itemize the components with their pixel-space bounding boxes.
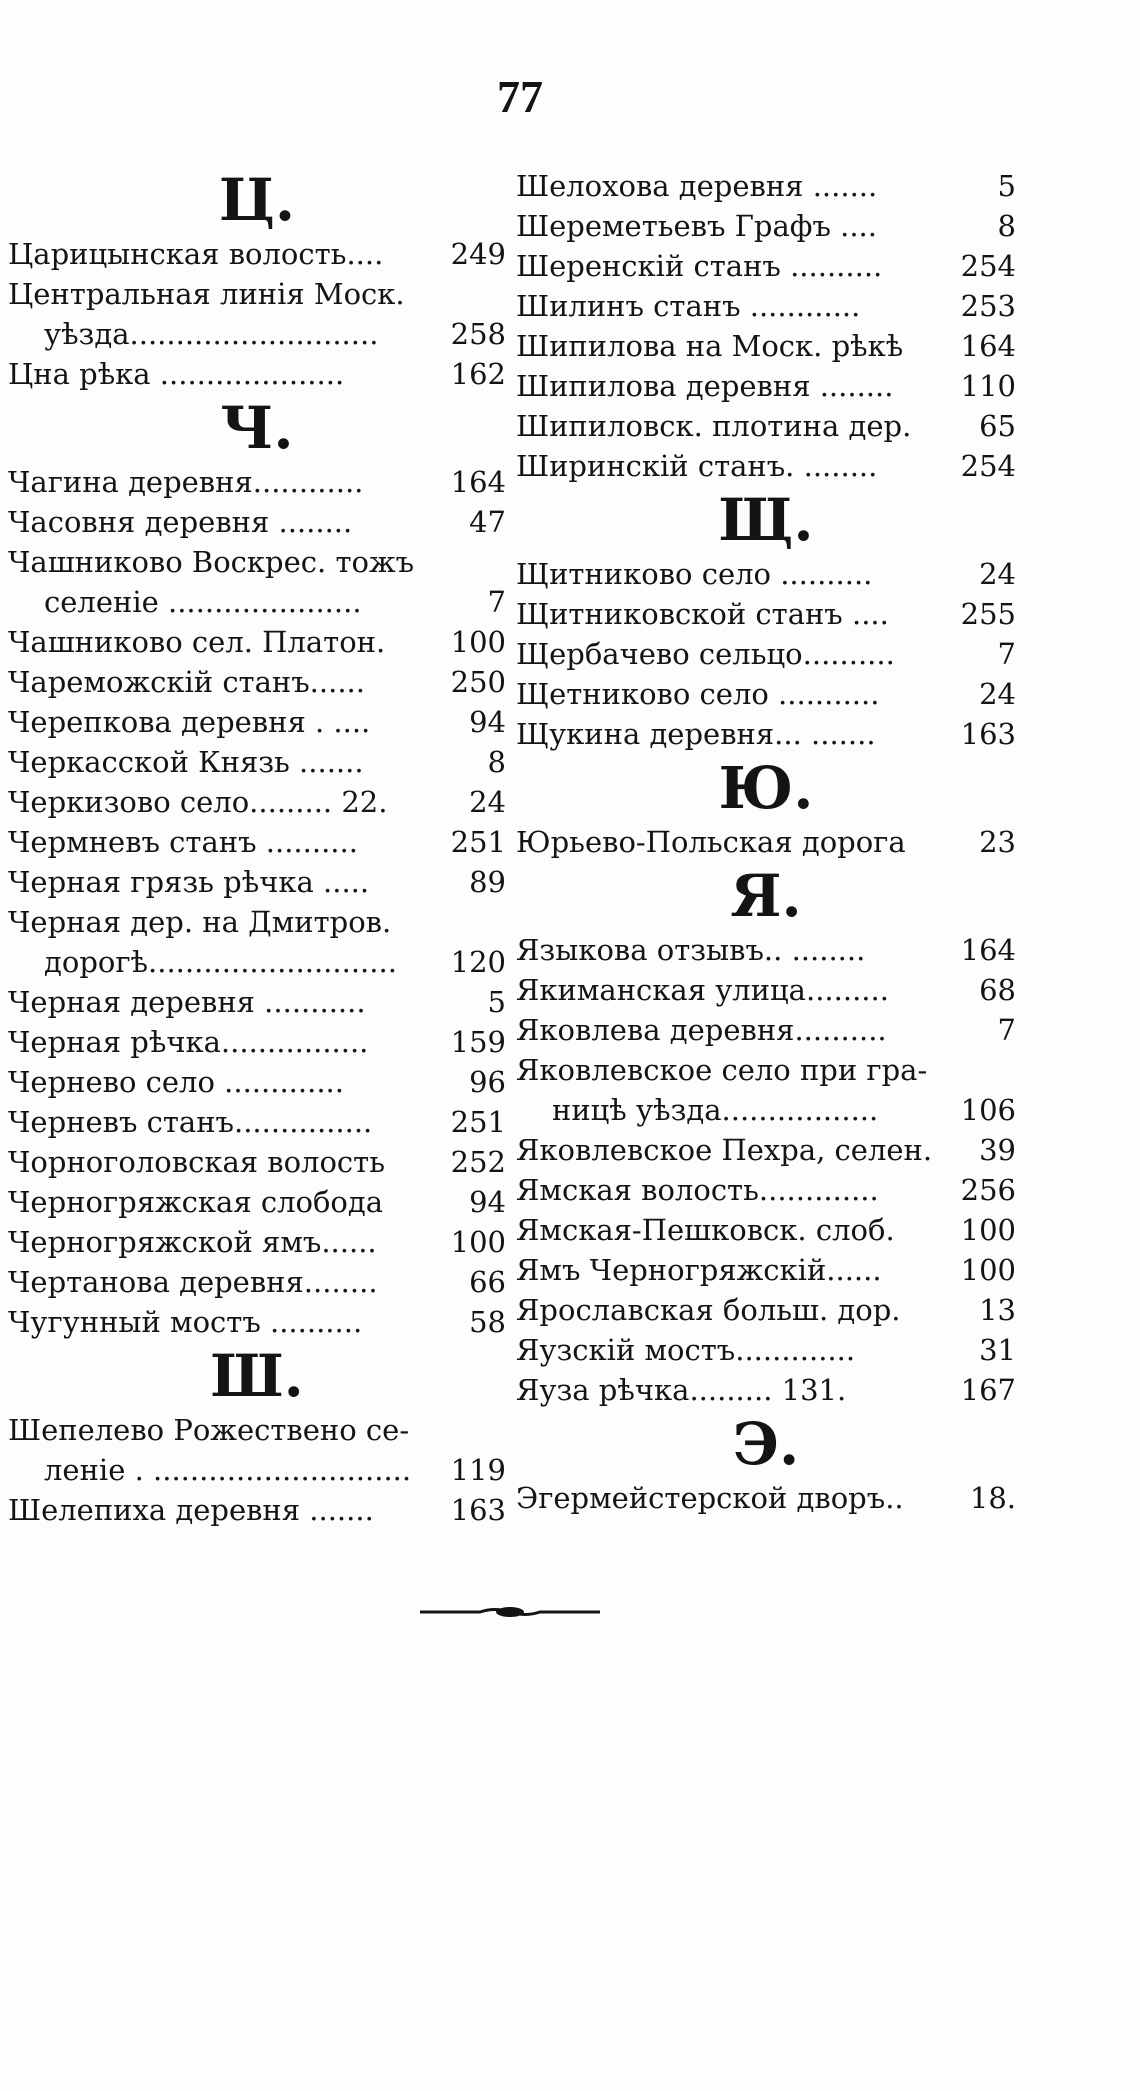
entry-text: уѣзда........................... [44,317,379,351]
entry-page-number: 5 [997,169,1016,203]
entry-page-number: 24 [979,677,1016,711]
index-entry [516,1290,1016,1330]
entry-text: Языкова отзывъ.. ........ [516,933,866,967]
entry-page-number: 100 [450,625,506,659]
entry-text: Чермневъ станъ .......... [8,825,358,859]
index-entry [516,1370,1016,1410]
right-column [516,166,1016,1518]
index-entry [8,1262,506,1302]
entry-page-number: 7 [997,637,1016,671]
entry-page-number: 58 [469,1305,506,1339]
entry-page-number: 254 [960,249,1016,283]
entry-page-number: 68 [979,973,1016,1007]
index-entry [8,1062,506,1102]
index-entry [516,406,1016,446]
entry-page-number: 7 [487,585,506,619]
entry-page-number: 94 [469,1185,506,1219]
entry-page-number: 96 [469,1065,506,1099]
index-entry [8,502,506,542]
entry-text: Черногряжской ямъ...... [8,1225,377,1259]
entry-page-number: 100 [960,1253,1016,1287]
entry-page-number: 24 [469,785,506,819]
entry-text: Ширинскій станъ. ........ [516,449,878,483]
index-entry [516,1010,1016,1050]
entry-page-number: 253 [960,289,1016,323]
entry-text: Щитниковской станъ .... [516,597,889,631]
entry-text: Черногряжская слобода [8,1185,384,1219]
entry-text: Яуза рѣчка......... 131. [516,1373,847,1407]
entry-text: Черкасской Князь ....... [8,745,364,779]
entry-text: Якиманская улица......... [516,973,889,1007]
index-entry [8,782,506,822]
entry-page-number: 7 [997,1013,1016,1047]
entry-text: Щитниково село .......... [516,557,873,591]
index-entry [516,1050,1016,1090]
entry-text: Центральная линія Моск. [8,277,405,311]
index-entry [8,1102,506,1142]
index-entry [8,1410,506,1450]
entry-text: Шипиловск. плотина дер. [516,409,912,443]
index-entry [8,1142,506,1182]
entry-text: Черная рѣчка................ [8,1025,369,1059]
section-letter-heading: Щ. [718,486,814,554]
entry-page-number: 120 [450,945,506,979]
entry-page-number: 100 [450,1225,506,1259]
section-letter-heading: Ц. [218,166,296,234]
index-entry [516,326,1016,366]
entry-text: Чугунный мостъ .......... [8,1305,363,1339]
entry-text: Щукина деревня... ....... [516,717,876,751]
index-entry [8,1302,506,1342]
entry-text: Юрьево-Польская дорога [516,825,906,859]
entry-text: Черневъ станъ............... [8,1105,373,1139]
entry-page-number: 110 [960,369,1016,403]
index-entry [8,1022,506,1062]
entry-text: Черная грязь рѣчка ..... [8,865,370,899]
index-entry [8,902,506,942]
entry-page-number: 164 [960,329,1016,363]
entry-text: Шелепиха деревня ....... [8,1493,374,1527]
entry-text: Щетниково село ........... [516,677,880,711]
entry-text: Чашниково сел. Платон. [8,625,386,659]
left-column [8,166,506,1530]
index-entry [516,246,1016,286]
index-entry-continuation [8,942,506,982]
index-entry [516,1250,1016,1290]
section-letter-heading: Ш. [210,1342,304,1410]
entry-text: Ямская волость............. [516,1173,879,1207]
section-letter-heading: Я. [730,862,802,930]
entry-text: Ямская-Пешковск. слоб. [516,1213,895,1247]
entry-text: Черкизово село......... 22. [8,785,388,819]
entry-text: Чертанова деревня........ [8,1265,378,1299]
entry-page-number: 250 [450,665,506,699]
entry-page-number: 100 [960,1213,1016,1247]
index-entry [8,1182,506,1222]
entry-page-number: 163 [960,717,1016,751]
index-entry [516,1130,1016,1170]
entry-text: Шилинъ станъ ............ [516,289,861,323]
entry-text: Чернево село ............. [8,1065,344,1099]
index-entry [516,166,1016,206]
index-entry [8,234,506,274]
index-entry [516,1170,1016,1210]
entry-text: Шепелево Рожествено се- [8,1413,410,1447]
entry-text: Черная дер. на Дмитров. [8,905,392,939]
entry-page-number: 167 [960,1373,1016,1407]
entry-text: Эгермейстерской дворъ.. [516,1481,904,1515]
entry-text: Черепкова деревня . .... [8,705,371,739]
entry-page-number: 47 [469,505,506,539]
index-entry [516,930,1016,970]
entry-text: Шереметьевъ Графъ .... [516,209,877,243]
entry-page-number: 13 [979,1293,1016,1327]
entry-page-number: 164 [450,465,506,499]
index-entry [8,822,506,862]
entry-page-number: 258 [450,317,506,351]
entry-text: Часовня деревня ........ [8,505,353,539]
index-entry [516,1210,1016,1250]
entry-page-number: 31 [979,1333,1016,1367]
entry-text: Яузскій мостъ............. [516,1333,856,1367]
entry-text: Яковлевское село при гра- [516,1053,928,1087]
entry-page-number: 8 [997,209,1016,243]
entry-page-number: 18. [969,1481,1016,1515]
entry-page-number: 254 [960,449,1016,483]
entry-page-number: 119 [450,1453,506,1487]
entry-page-number: 159 [450,1025,506,1059]
entry-text: Шелохова деревня ....... [516,169,878,203]
entry-text: Царицынская волость.... [8,237,384,271]
entry-text: дорогѣ........................... [44,945,397,979]
entry-page-number: 256 [960,1173,1016,1207]
entry-text: Чорноголовская волость [8,1145,385,1179]
index-entry [516,634,1016,674]
entry-page-number: 249 [450,237,506,271]
entry-page-number: 24 [979,557,1016,591]
entry-text: Черная деревня ........... [8,985,366,1019]
index-entry [8,354,506,394]
entry-text: Шеренскій станъ .......... [516,249,883,283]
index-entry [516,714,1016,754]
entry-page-number: 5 [487,985,506,1019]
entry-text: Ярославская больш. дор. [516,1293,901,1327]
entry-page-number: 23 [979,825,1016,859]
entry-text: ницѣ уѣзда................. [552,1093,879,1127]
index-entry [8,702,506,742]
page-number: 77 [497,71,543,122]
entry-text: Шипилова на Моск. рѣкѣ [516,329,904,363]
entry-text: Чашниково Воскрес. тожъ [8,545,415,579]
entry-page-number: 65 [979,409,1016,443]
section-letter-heading: Э. [732,1410,800,1478]
entry-page-number: 8 [487,745,506,779]
index-entry-continuation [516,1090,1016,1130]
index-entry [8,662,506,702]
entry-text: селеніе ..................... [44,585,362,619]
entry-text: Цна рѣка .................... [8,357,345,391]
index-entry [516,594,1016,634]
index-entry [8,274,506,314]
section-letter-heading: Ч. [220,394,294,462]
index-entry [8,622,506,662]
index-entry [516,822,1016,862]
entry-text: Чареможскій станъ...... [8,665,365,699]
entry-page-number: 162 [450,357,506,391]
index-entry [8,862,506,902]
entry-page-number: 94 [469,705,506,739]
index-entry [516,674,1016,714]
entry-page-number: 106 [960,1093,1016,1127]
entry-page-number: 66 [469,1265,506,1299]
entry-page-number: 163 [450,1493,506,1527]
entry-text: Яковлевское Пехра, селен. [516,1133,933,1167]
index-entry-continuation [8,1450,506,1490]
index-entry [516,1330,1016,1370]
entry-page-number: 252 [450,1145,506,1179]
entry-page-number: 39 [979,1133,1016,1167]
entry-text: Яковлева деревня.......... [516,1013,887,1047]
entry-page-number: 89 [469,865,506,899]
index-entry [516,286,1016,326]
index-entry [8,1222,506,1262]
index-entry [8,542,506,582]
entry-page-number: 251 [450,825,506,859]
entry-text: Чагина деревня............ [8,465,364,499]
entry-text: леніе . ............................ [44,1453,412,1487]
section-letter-heading: Ю. [718,754,814,822]
index-entry [516,206,1016,246]
index-entry-continuation [8,314,506,354]
entry-page-number: 164 [960,933,1016,967]
index-entry [516,366,1016,406]
index-entry [516,1478,1016,1518]
entry-text: Ямъ Черногряжскій...... [516,1253,882,1287]
entry-page-number: 255 [960,597,1016,631]
entry-text: Щербачево сельцо.......... [516,637,895,671]
ornament-divider [420,1605,600,1619]
index-entry-continuation [8,582,506,622]
index-entry [8,462,506,502]
index-entry [516,554,1016,594]
index-entry [8,982,506,1022]
entry-text: Шипилова деревня ........ [516,369,894,403]
entry-page-number: 251 [450,1105,506,1139]
index-entry [8,742,506,782]
index-entry [516,970,1016,1010]
index-entry [516,446,1016,486]
index-entry [8,1490,506,1530]
